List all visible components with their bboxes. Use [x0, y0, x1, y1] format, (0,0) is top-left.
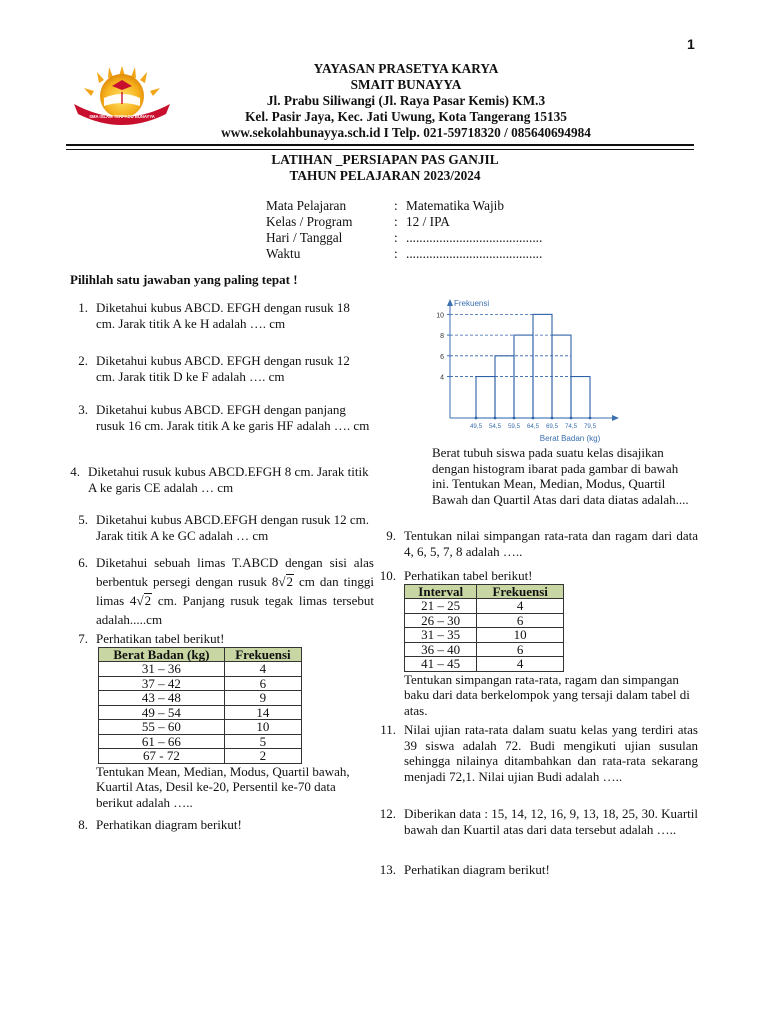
table-cell: 6 — [477, 613, 564, 628]
question-number: 11. — [380, 722, 396, 737]
table-cell: 5 — [224, 734, 301, 749]
question-8-description — [432, 445, 698, 507]
meta-sep: : — [394, 246, 398, 261]
question-number: 12. — [379, 806, 396, 821]
question-7 — [62, 631, 372, 810]
header-rule-thick — [66, 144, 694, 146]
table-cell: 61 – 66 — [99, 734, 225, 749]
weight-frequency-table — [98, 647, 302, 764]
histogram-bar — [476, 377, 495, 418]
question-11 — [370, 722, 698, 784]
meta-row — [266, 198, 542, 214]
school-logo — [62, 60, 182, 132]
question-text: Diketahui kubus ABCD. EFGH dengan panjang rusuk 16 cm. Jarak titik A ke garis HF adalah …. cm — [96, 402, 370, 433]
question-text: Tentukan simpangan rata-rata, ragam dan simpangan baku dari data berkelompok yang tersaji dalam tabel di atas. — [404, 671, 690, 718]
address-line-1: Jl. Prabu Siliwangi (Jl. Raya Pasar Kemis) KM.3 — [266, 93, 546, 108]
instruction: Pilihlah satu jawaban yang paling tepat ! — [70, 272, 298, 287]
question-text: Diketahui sebuah limas T.ABCD dengan sisi alas berbentuk persegi dengan rusuk 8√2 cm dan tinggi limas 4√2 cm. Panjang rusuk tegak limas tersebut adalah.....cm — [96, 555, 375, 627]
question-number: 8. — [78, 817, 88, 832]
meta-row — [266, 246, 542, 262]
question-text: Diberikan data : 15, 14, 12, 16, 9, 13, 18, 25, 30. Kuartil bawah dan Kuartil atas dari data tersebut adalah ….. — [404, 806, 698, 837]
question-5 — [62, 512, 372, 543]
table-row — [405, 599, 564, 614]
y-axis-arrow — [447, 299, 453, 306]
table-cell: 4 — [224, 662, 301, 677]
x-tick-label: 49,5 — [469, 423, 483, 430]
table-cell: 14 — [224, 705, 301, 720]
x-edge-dot — [551, 417, 554, 420]
question-text: Diketahui kubus ABCD. EFGH dengan rusuk 12 cm. Jarak titik D ke F adalah …. cm — [96, 353, 350, 384]
meta-sep: : — [394, 198, 398, 213]
question-number: 10. — [379, 568, 396, 583]
question-text: Perhatikan tabel berikut! — [96, 631, 225, 646]
table-row — [405, 613, 564, 628]
text-part: cm. Panjang rusuk tegak limas tersebut adalah.....cm — [96, 593, 375, 627]
table-row — [99, 691, 302, 706]
table-header: Frekuensi — [224, 647, 301, 662]
x-tick-label: 64,5 — [526, 423, 540, 430]
table-cell: 43 – 48 — [99, 691, 225, 706]
question-1 — [62, 300, 372, 331]
question-number: 6. — [78, 555, 88, 570]
table-header: Interval — [405, 584, 477, 599]
table-cell: 31 – 36 — [99, 662, 225, 677]
question-number: 7. — [78, 631, 88, 646]
question-number: 9. — [386, 528, 396, 543]
x-edge-dot — [589, 417, 592, 420]
table-cell: 36 – 40 — [405, 642, 477, 657]
question-6 — [62, 553, 374, 629]
table-row — [99, 705, 302, 720]
table-cell: 2 — [224, 749, 301, 764]
x-tick-label: 74,5 — [564, 423, 578, 430]
question-number: 4. — [70, 464, 80, 479]
text-part: Diketahui sebuah limas T.ABCD dengan sisi alas berbentuk persegi dengan rusuk 8 — [96, 555, 374, 589]
meta-value: 12 / IPA — [406, 214, 450, 229]
question-12 — [370, 806, 698, 837]
meta-sep: : — [394, 230, 398, 245]
question-4 — [54, 464, 372, 495]
exam-title: LATIHAN _PERSIAPAN PAS GANJIL — [271, 152, 499, 167]
question-text: Nilai ujian rata-rata dalam suatu kelas yang terdiri atas 39 siswa adalah 72. Budi mengikuti ujian susulan sehingga nilainya ditambahkan dan rata-rata sekarang menjadi 72,1. Nilai ujian Budi adalah ….. — [404, 722, 698, 784]
y-tick-label: 4 — [440, 374, 444, 382]
text-part: cm dan tinggi limas 4 — [96, 574, 374, 608]
histogram-bar — [571, 377, 590, 418]
table-cell: 26 – 30 — [405, 613, 477, 628]
school-name: SMAIT BUNAYYA — [350, 77, 462, 92]
table-cell: 55 – 60 — [99, 720, 225, 735]
question-number: 1. — [78, 300, 88, 315]
table-cell: 41 – 45 — [405, 657, 477, 672]
table-cell: 4 — [477, 599, 564, 614]
question-text: Perhatikan diagram berikut! — [404, 862, 550, 877]
logo-ribbon-text: SMA ISLAM TERPADU BUNAYYA — [89, 114, 155, 119]
meta-key: Waktu — [266, 246, 301, 261]
table-cell: 67 - 72 — [99, 749, 225, 764]
table-row — [405, 657, 564, 672]
histogram-chart — [420, 296, 620, 444]
y-axis-label: Frekuensi — [454, 299, 490, 308]
meta-sep: : — [394, 214, 398, 229]
x-axis-label: Berat Badan (kg) — [539, 434, 601, 443]
question-8 — [62, 817, 372, 833]
table-header-row — [405, 584, 564, 599]
question-text: Perhatikan tabel berikut! — [404, 568, 533, 583]
question-number: 5. — [78, 512, 88, 527]
question-13 — [370, 862, 698, 878]
y-tick-label: 8 — [440, 333, 444, 341]
x-edge-dot — [570, 417, 573, 420]
table-row — [99, 720, 302, 735]
question-text: Tentukan nilai simpangan rata-rata dan ragam dari data 4, 6, 5, 7, 8 adalah ….. — [404, 528, 698, 559]
table-row — [99, 676, 302, 691]
table-cell: 4 — [477, 657, 564, 672]
x-tick-label: 79,5 — [583, 423, 597, 430]
question-number: 3. — [78, 402, 88, 417]
question-10 — [370, 568, 698, 718]
table-row — [99, 662, 302, 677]
meta-row — [266, 214, 542, 230]
meta-row — [266, 230, 542, 246]
meta-value: ......................................... — [406, 246, 543, 261]
table-cell: 37 – 42 — [99, 676, 225, 691]
table-header-row — [99, 647, 302, 662]
meta-key: Mata Pelajaran — [266, 198, 347, 213]
table-row — [405, 642, 564, 657]
histogram-bar — [533, 314, 552, 418]
x-edge-dot — [475, 417, 478, 420]
foundation-name: YAYASAN PRASETYA KARYA — [313, 61, 499, 76]
table-cell: 10 — [224, 720, 301, 735]
question-text: Berat tubuh siswa pada suatu kelas disajikan dengan histogram ibarat pada gambar di bawah ini. Tentukan Mean, Median, Modus, Quartil Bawah dan Quartil Atas dari data diatas adalah.... — [432, 445, 689, 507]
exam-title-block — [180, 152, 590, 184]
sqrt-radicand: 2 — [144, 593, 152, 608]
meta-value: ......................................... — [406, 230, 543, 245]
meta-value: Matematika Wajib — [406, 198, 505, 213]
question-number: 13. — [379, 862, 396, 877]
exam-year: TAHUN PELAJARAN 2023/2024 — [289, 168, 481, 183]
x-edge-dot — [494, 417, 497, 420]
table-cell: 6 — [477, 642, 564, 657]
address-line-2: Kel. Pasir Jaya, Kec. Jati Uwung, Kota Tangerang 15135 — [245, 109, 567, 124]
exam-meta — [266, 198, 542, 262]
y-tick-label: 6 — [440, 353, 444, 361]
question-text: Diketahui kubus ABCD. EFGH dengan rusuk 18 cm. Jarak titik A ke H adalah …. cm — [96, 300, 350, 331]
table-header: Frekuensi — [477, 584, 564, 599]
table-row — [405, 628, 564, 643]
sqrt-radicand: 2 — [286, 574, 294, 589]
table-row — [99, 749, 302, 764]
table-cell: 6 — [224, 676, 301, 691]
table-row — [99, 734, 302, 749]
question-2 — [62, 353, 372, 384]
page-number: 1 — [687, 36, 695, 52]
x-axis-arrow — [612, 415, 619, 421]
meta-key: Kelas / Program — [266, 214, 353, 229]
table-header: Berat Badan (kg) — [99, 647, 225, 662]
school-header — [192, 61, 620, 141]
question-number: 2. — [78, 353, 88, 368]
x-edge-dot — [513, 417, 516, 420]
question-3 — [62, 402, 372, 433]
question-9 — [370, 528, 698, 559]
x-tick-label: 69,5 — [545, 423, 559, 430]
question-text: Perhatikan diagram berikut! — [96, 817, 242, 832]
meta-key: Hari / Tanggal — [266, 230, 343, 245]
x-tick-label: 59,5 — [507, 423, 521, 430]
table-cell: 31 – 35 — [405, 628, 477, 643]
question-text: Tentukan Mean, Median, Modus, Quartil bawah, Kuartil Atas, Desil ke-20, Persentil ke-70 data berikut adalah ….. — [96, 763, 350, 810]
question-text: Diketahui rusuk kubus ABCD.EFGH 8 cm. Jarak titik A ke garis CE adalah … cm — [88, 464, 369, 495]
table-cell: 10 — [477, 628, 564, 643]
table-cell: 49 – 54 — [99, 705, 225, 720]
histogram-bar — [495, 356, 514, 418]
x-tick-label: 54,5 — [488, 423, 502, 430]
header-rule-thin — [66, 149, 694, 150]
y-tick-label: 10 — [436, 312, 444, 320]
table-cell: 9 — [224, 691, 301, 706]
x-edge-dot — [532, 417, 535, 420]
interval-frequency-table — [404, 584, 564, 672]
question-text: Diketahui kubus ABCD.EFGH dengan rusuk 12 cm. Jarak titik A ke GC adalah … cm — [96, 512, 369, 543]
table-cell: 21 – 25 — [405, 599, 477, 614]
contact-line: www.sekolahbunayya.sch.id I Telp. 021-59718320 / 085640694984 — [221, 125, 591, 140]
